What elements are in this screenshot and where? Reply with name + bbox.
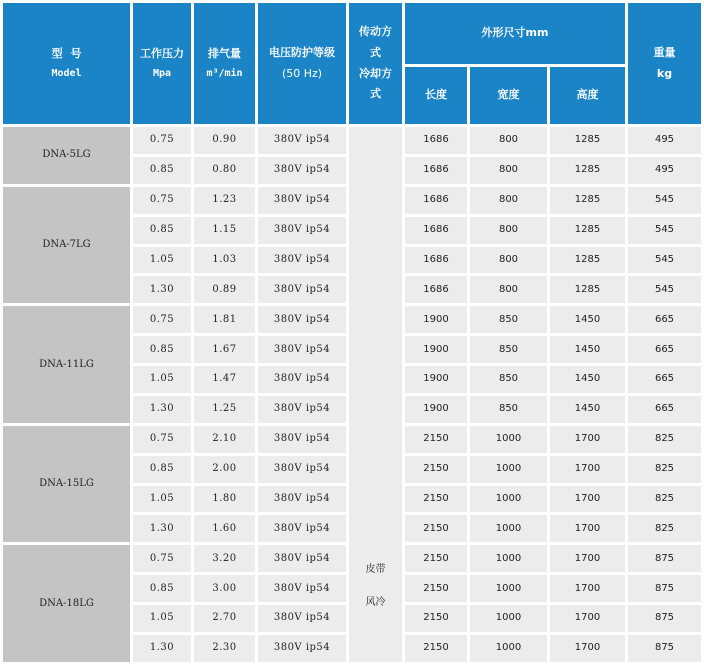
cell-weight: 545 (628, 247, 701, 274)
cell-voltage: 380V ip54 (258, 486, 346, 513)
cell-width: 1000 (470, 545, 547, 572)
cell-width: 850 (470, 396, 547, 423)
cell-length: 1900 (405, 396, 467, 423)
cell-width: 800 (470, 276, 547, 303)
drive-cooling-cell (349, 127, 402, 662)
cell-length: 1686 (405, 276, 467, 303)
cell-height: 1285 (550, 127, 625, 154)
cell-pressure: 1.05 (133, 247, 191, 274)
cell-voltage: 380V ip54 (258, 605, 346, 632)
cell-weight: 665 (628, 396, 701, 423)
model-name: DNA-18LG (3, 545, 130, 662)
cell-pressure: 1.30 (133, 635, 191, 662)
drive-type: 皮带 (365, 564, 386, 575)
cell-length: 1686 (405, 247, 467, 274)
header-pressure-unit: Mpa (152, 68, 172, 80)
table-row (3, 127, 701, 154)
header-model-en: Model (51, 68, 82, 80)
cell-width: 850 (470, 366, 547, 393)
cell-flow: 1.47 (194, 366, 255, 393)
cell-height: 1285 (550, 217, 625, 244)
cell-width: 800 (470, 217, 547, 244)
cell-voltage: 380V ip54 (258, 575, 346, 602)
header-cooling-line1: 冷却方 (359, 66, 392, 80)
header-weight (628, 3, 701, 124)
cell-flow: 0.90 (194, 127, 255, 154)
cell-length: 1900 (405, 306, 467, 333)
cell-height: 1450 (550, 336, 625, 363)
cell-flow: 1.81 (194, 306, 255, 333)
header-weight-unit: kg (656, 66, 673, 80)
cell-voltage: 380V ip54 (258, 426, 346, 453)
cell-height: 1700 (550, 426, 625, 453)
header-flow (194, 3, 255, 124)
cell-height: 1700 (550, 486, 625, 513)
cell-flow: 2.70 (194, 605, 255, 632)
cell-voltage: 380V ip54 (258, 545, 346, 572)
cell-height: 1700 (550, 635, 625, 662)
cell-voltage: 380V ip54 (258, 396, 346, 423)
header-flow-unit: m³/min (206, 68, 243, 80)
cell-length: 2150 (405, 486, 467, 513)
cell-height: 1450 (550, 396, 625, 423)
cell-pressure: 0.85 (133, 456, 191, 483)
cell-pressure: 0.75 (133, 545, 191, 572)
cell-flow: 1.60 (194, 515, 255, 542)
header-length: 长度 (405, 67, 467, 124)
header-cooling-line2: 式 (370, 87, 381, 101)
cell-length: 1686 (405, 217, 467, 244)
model-name: DNA-7LG (3, 187, 130, 304)
cell-flow: 2.10 (194, 426, 255, 453)
cell-width: 1000 (470, 426, 547, 453)
cell-width: 1000 (470, 575, 547, 602)
cell-voltage: 380V ip54 (258, 127, 346, 154)
cell-weight: 665 (628, 306, 701, 333)
cell-voltage: 380V ip54 (258, 366, 346, 393)
model-name: DNA-5LG (3, 127, 130, 184)
header-drive-cooling (349, 3, 402, 124)
cell-height: 1700 (550, 456, 625, 483)
header-height: 高度 (550, 67, 625, 124)
cell-weight: 825 (628, 456, 701, 483)
cell-pressure: 0.85 (133, 336, 191, 363)
cell-pressure: 1.30 (133, 276, 191, 303)
cell-pressure: 1.30 (133, 515, 191, 542)
cell-length: 2150 (405, 605, 467, 632)
cell-weight: 875 (628, 545, 701, 572)
cell-width: 800 (470, 247, 547, 274)
cell-length: 2150 (405, 575, 467, 602)
cell-pressure: 0.75 (133, 306, 191, 333)
cell-height: 1285 (550, 247, 625, 274)
cell-voltage: 380V ip54 (258, 456, 346, 483)
cell-length: 1686 (405, 157, 467, 184)
cell-height: 1450 (550, 366, 625, 393)
cell-length: 1900 (405, 336, 467, 363)
cell-height: 1700 (550, 545, 625, 572)
cell-length: 2150 (405, 426, 467, 453)
cell-flow: 0.80 (194, 157, 255, 184)
cell-pressure: 1.05 (133, 366, 191, 393)
cell-length: 1686 (405, 127, 467, 154)
cell-voltage: 380V ip54 (258, 187, 346, 214)
header-pressure (133, 3, 191, 124)
cell-height: 1285 (550, 276, 625, 303)
cell-width: 850 (470, 336, 547, 363)
cell-pressure: 0.85 (133, 157, 191, 184)
cell-flow: 1.80 (194, 486, 255, 513)
cell-voltage: 380V ip54 (258, 635, 346, 662)
cell-weight: 545 (628, 187, 701, 214)
cell-flow: 1.25 (194, 396, 255, 423)
cell-width: 1000 (470, 456, 547, 483)
cell-flow: 3.00 (194, 575, 255, 602)
cell-length: 2150 (405, 456, 467, 483)
cell-voltage: 380V ip54 (258, 247, 346, 274)
model-name: DNA-11LG (3, 306, 130, 423)
header-dimensions: 外形尺寸mm (405, 3, 625, 64)
header-drive-line1: 传动方 (359, 24, 392, 38)
cell-weight: 825 (628, 426, 701, 453)
cell-flow: 2.00 (194, 456, 255, 483)
cell-width: 1000 (470, 605, 547, 632)
header-flow-cn: 排气量 (208, 46, 241, 60)
cooling-type: 风冷 (365, 597, 386, 608)
cell-pressure: 1.05 (133, 605, 191, 632)
cell-voltage: 380V ip54 (258, 157, 346, 184)
cell-length: 1686 (405, 187, 467, 214)
cell-weight: 495 (628, 157, 701, 184)
cell-width: 800 (470, 157, 547, 184)
cell-flow: 1.23 (194, 187, 255, 214)
cell-weight: 825 (628, 486, 701, 513)
cell-weight: 545 (628, 217, 701, 244)
cell-width: 800 (470, 187, 547, 214)
cell-width: 850 (470, 306, 547, 333)
cell-voltage: 380V ip54 (258, 515, 346, 542)
cell-weight: 875 (628, 575, 701, 602)
cell-weight: 665 (628, 366, 701, 393)
cell-voltage: 380V ip54 (258, 306, 346, 333)
cell-pressure: 0.75 (133, 127, 191, 154)
cell-pressure: 0.85 (133, 217, 191, 244)
cell-pressure: 1.05 (133, 486, 191, 513)
cell-flow: 3.20 (194, 545, 255, 572)
cell-voltage: 380V ip54 (258, 217, 346, 244)
cell-height: 1285 (550, 187, 625, 214)
cell-height: 1285 (550, 157, 625, 184)
header-drive-line2: 式 (370, 45, 381, 59)
cell-pressure: 0.75 (133, 426, 191, 453)
cell-flow: 1.15 (194, 217, 255, 244)
cell-weight: 875 (628, 635, 701, 662)
cell-flow: 0.89 (194, 276, 255, 303)
cell-voltage: 380V ip54 (258, 276, 346, 303)
cell-height: 1700 (550, 575, 625, 602)
header-voltage-cn: 电压防护等级 (269, 45, 335, 59)
cell-length: 2150 (405, 515, 467, 542)
cell-width: 1000 (470, 635, 547, 662)
cell-weight: 545 (628, 276, 701, 303)
cell-voltage: 380V ip54 (258, 336, 346, 363)
cell-weight: 665 (628, 336, 701, 363)
cell-width: 1000 (470, 515, 547, 542)
cell-pressure: 0.85 (133, 575, 191, 602)
header-model (3, 3, 130, 124)
cell-weight: 495 (628, 127, 701, 154)
cell-length: 2150 (405, 635, 467, 662)
cell-flow: 1.03 (194, 247, 255, 274)
header-model-cn: 型 号 (51, 46, 82, 60)
spec-body (3, 127, 701, 662)
header-width: 宽度 (470, 67, 547, 124)
cell-length: 1900 (405, 366, 467, 393)
cell-height: 1700 (550, 515, 625, 542)
header-voltage (258, 3, 346, 124)
cell-flow: 1.67 (194, 336, 255, 363)
cell-height: 1700 (550, 605, 625, 632)
cell-length: 2150 (405, 545, 467, 572)
cell-flow: 2.30 (194, 635, 255, 662)
header-voltage-unit: (50 Hz) (281, 66, 323, 80)
cell-pressure: 1.30 (133, 396, 191, 423)
cell-weight: 875 (628, 605, 701, 632)
header-pressure-cn: 工作压力 (140, 46, 184, 60)
cell-height: 1450 (550, 306, 625, 333)
cell-width: 800 (470, 127, 547, 154)
cell-weight: 825 (628, 515, 701, 542)
header-weight-cn: 重量 (653, 45, 676, 59)
model-name: DNA-15LG (3, 426, 130, 543)
cell-width: 1000 (470, 486, 547, 513)
cell-pressure: 0.75 (133, 187, 191, 214)
